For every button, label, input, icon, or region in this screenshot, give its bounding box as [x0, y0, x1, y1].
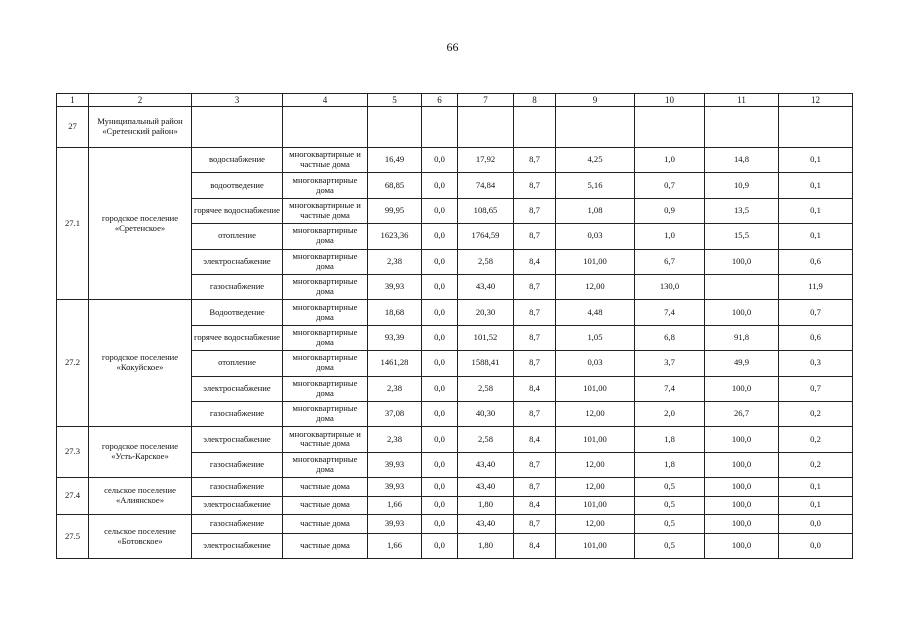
value-cell-c8: 8,4 [514, 427, 556, 452]
value-cell-c6: 0,0 [422, 376, 458, 401]
value-cell-c5: 39,93 [368, 452, 422, 477]
settlement-name: сельское поселение «Алиянское» [89, 478, 192, 515]
value-cell-c8: 8,7 [514, 173, 556, 198]
value-cell-c12: 0,0 [779, 533, 853, 558]
value-cell-c6: 0,0 [422, 452, 458, 477]
empty-cell [422, 107, 458, 148]
value-cell-c6: 0,0 [422, 300, 458, 325]
value-cell-c5: 2,38 [368, 249, 422, 274]
column-header: 6 [422, 94, 458, 107]
empty-cell [368, 107, 422, 148]
value-cell-c6: 0,0 [422, 478, 458, 497]
value-cell-c7: 43,40 [458, 274, 514, 299]
building-type-cell: многоквартирные дома [283, 376, 368, 401]
value-cell-c7: 17,92 [458, 148, 514, 173]
service-cell: Водоотведение [192, 300, 283, 325]
value-cell-c7: 2,58 [458, 427, 514, 452]
value-cell-c10: 6,7 [635, 249, 705, 274]
value-cell-c11 [705, 274, 779, 299]
column-header: 7 [458, 94, 514, 107]
value-cell-c6: 0,0 [422, 173, 458, 198]
value-cell-c11: 100,0 [705, 452, 779, 477]
value-cell-c9: 12,00 [556, 515, 635, 534]
value-cell-c7: 1588,41 [458, 351, 514, 376]
value-cell-c12: 0,2 [779, 452, 853, 477]
tariff-table [56, 93, 853, 559]
empty-cell [514, 107, 556, 148]
value-cell-c8: 8,7 [514, 198, 556, 223]
value-cell-c11: 100,0 [705, 300, 779, 325]
value-cell-c11: 26,7 [705, 401, 779, 426]
value-cell-c12: 0,1 [779, 496, 853, 515]
value-cell-c9: 12,00 [556, 274, 635, 299]
column-header: 8 [514, 94, 556, 107]
settlement-id: 27.5 [57, 515, 89, 559]
value-cell-c11: 13,5 [705, 198, 779, 223]
value-cell-c8: 8,7 [514, 224, 556, 249]
value-cell-c9: 0,03 [556, 351, 635, 376]
building-type-cell: многоквартирные и частные дома [283, 427, 368, 452]
value-cell-c10: 7,4 [635, 376, 705, 401]
service-cell: электроснабжение [192, 496, 283, 515]
column-header: 9 [556, 94, 635, 107]
value-cell-c5: 1461,28 [368, 351, 422, 376]
value-cell-c10: 130,0 [635, 274, 705, 299]
table-row [57, 427, 853, 452]
settlement-name: городское поселение «Сретенское» [89, 148, 192, 300]
service-cell: газоснабжение [192, 478, 283, 497]
value-cell-c9: 101,00 [556, 496, 635, 515]
building-type-cell: многоквартирные дома [283, 452, 368, 477]
value-cell-c5: 93,39 [368, 325, 422, 350]
settlement-name: сельское поселение «Ботовское» [89, 515, 192, 559]
table-row [57, 478, 853, 497]
table-row [57, 515, 853, 534]
value-cell-c12: 0,0 [779, 515, 853, 534]
value-cell-c8: 8,7 [514, 515, 556, 534]
value-cell-c12: 0,2 [779, 427, 853, 452]
value-cell-c8: 8,4 [514, 376, 556, 401]
value-cell-c9: 12,00 [556, 478, 635, 497]
value-cell-c12: 0,7 [779, 376, 853, 401]
value-cell-c10: 0,5 [635, 515, 705, 534]
building-type-cell: многоквартирные и частные дома [283, 148, 368, 173]
page-number: 66 [446, 40, 459, 54]
value-cell-c12: 0,1 [779, 198, 853, 223]
value-cell-c9: 1,08 [556, 198, 635, 223]
value-cell-c10: 1,8 [635, 427, 705, 452]
building-type-cell: многоквартирные дома [283, 224, 368, 249]
value-cell-c10: 0,7 [635, 173, 705, 198]
value-cell-c10: 0,9 [635, 198, 705, 223]
value-cell-c6: 0,0 [422, 224, 458, 249]
value-cell-c7: 43,40 [458, 452, 514, 477]
value-cell-c7: 20,30 [458, 300, 514, 325]
settlement-id: 27.2 [57, 300, 89, 427]
value-cell-c10: 2,0 [635, 401, 705, 426]
column-header: 10 [635, 94, 705, 107]
value-cell-c12: 11,9 [779, 274, 853, 299]
value-cell-c6: 0,0 [422, 515, 458, 534]
settlement-name: городское поселение «Усть-Карское» [89, 427, 192, 478]
value-cell-c7: 2,58 [458, 376, 514, 401]
value-cell-c12: 0,1 [779, 148, 853, 173]
value-cell-c6: 0,0 [422, 198, 458, 223]
value-cell-c11: 49,9 [705, 351, 779, 376]
value-cell-c10: 1,8 [635, 452, 705, 477]
column-header: 5 [368, 94, 422, 107]
value-cell-c8: 8,7 [514, 274, 556, 299]
service-cell: отопление [192, 351, 283, 376]
value-cell-c6: 0,0 [422, 249, 458, 274]
value-cell-c7: 2,58 [458, 249, 514, 274]
value-cell-c6: 0,0 [422, 401, 458, 426]
table-row [57, 300, 853, 325]
value-cell-c9: 1,05 [556, 325, 635, 350]
value-cell-c10: 0,5 [635, 478, 705, 497]
value-cell-c12: 0,6 [779, 325, 853, 350]
value-cell-c6: 0,0 [422, 533, 458, 558]
building-type-cell: многоквартирные и частные дома [283, 198, 368, 223]
value-cell-c6: 0,0 [422, 148, 458, 173]
value-cell-c7: 43,40 [458, 478, 514, 497]
column-header: 11 [705, 94, 779, 107]
settlement-id: 27.4 [57, 478, 89, 515]
value-cell-c11: 100,0 [705, 376, 779, 401]
service-cell: электроснабжение [192, 427, 283, 452]
region-id: 27 [57, 107, 89, 148]
column-header: 2 [89, 94, 192, 107]
value-cell-c5: 1,66 [368, 496, 422, 515]
value-cell-c10: 1,0 [635, 224, 705, 249]
service-cell: водоснабжение [192, 148, 283, 173]
building-type-cell: многоквартирные дома [283, 325, 368, 350]
value-cell-c9: 12,00 [556, 452, 635, 477]
value-cell-c7: 108,65 [458, 198, 514, 223]
column-header: 3 [192, 94, 283, 107]
value-cell-c12: 0,1 [779, 173, 853, 198]
value-cell-c8: 8,4 [514, 496, 556, 515]
value-cell-c12: 0,7 [779, 300, 853, 325]
empty-cell [556, 107, 635, 148]
value-cell-c9: 5,16 [556, 173, 635, 198]
empty-cell [779, 107, 853, 148]
value-cell-c11: 14,8 [705, 148, 779, 173]
value-cell-c7: 40,30 [458, 401, 514, 426]
building-type-cell: многоквартирные дома [283, 401, 368, 426]
value-cell-c9: 4,25 [556, 148, 635, 173]
building-type-cell: частные дома [283, 533, 368, 558]
building-type-cell: многоквартирные дома [283, 274, 368, 299]
value-cell-c5: 39,93 [368, 478, 422, 497]
value-cell-c7: 74,84 [458, 173, 514, 198]
value-cell-c10: 7,4 [635, 300, 705, 325]
region-row [57, 107, 853, 148]
table-row [57, 148, 853, 173]
settlement-id: 27.1 [57, 148, 89, 300]
value-cell-c6: 0,0 [422, 325, 458, 350]
service-cell: горячее водоснабжение [192, 325, 283, 350]
value-cell-c11: 100,0 [705, 533, 779, 558]
value-cell-c5: 39,93 [368, 515, 422, 534]
value-cell-c11: 15,5 [705, 224, 779, 249]
value-cell-c6: 0,0 [422, 427, 458, 452]
value-cell-c9: 101,00 [556, 376, 635, 401]
value-cell-c7: 101,52 [458, 325, 514, 350]
value-cell-c11: 100,0 [705, 249, 779, 274]
value-cell-c10: 1,0 [635, 148, 705, 173]
service-cell: электроснабжение [192, 376, 283, 401]
value-cell-c9: 101,00 [556, 427, 635, 452]
value-cell-c5: 99,95 [368, 198, 422, 223]
service-cell: газоснабжение [192, 452, 283, 477]
value-cell-c12: 0,6 [779, 249, 853, 274]
settlement-id: 27.3 [57, 427, 89, 478]
value-cell-c5: 37,08 [368, 401, 422, 426]
building-type-cell: многоквартирные дома [283, 173, 368, 198]
service-cell: отопление [192, 224, 283, 249]
column-header: 1 [57, 94, 89, 107]
value-cell-c6: 0,0 [422, 351, 458, 376]
empty-cell [283, 107, 368, 148]
settlement-name: городское поселение «Кокуйское» [89, 300, 192, 427]
value-cell-c8: 8,7 [514, 300, 556, 325]
column-header: 4 [283, 94, 368, 107]
building-type-cell: многоквартирные дома [283, 351, 368, 376]
empty-cell [635, 107, 705, 148]
service-cell: электроснабжение [192, 249, 283, 274]
value-cell-c11: 100,0 [705, 478, 779, 497]
service-cell: газоснабжение [192, 515, 283, 534]
value-cell-c7: 1,80 [458, 496, 514, 515]
value-cell-c7: 1,80 [458, 533, 514, 558]
empty-cell [705, 107, 779, 148]
value-cell-c12: 0,2 [779, 401, 853, 426]
building-type-cell: многоквартирные дома [283, 300, 368, 325]
value-cell-c6: 0,0 [422, 496, 458, 515]
value-cell-c10: 0,5 [635, 496, 705, 515]
empty-cell [192, 107, 283, 148]
value-cell-c11: 100,0 [705, 496, 779, 515]
column-number-row [57, 94, 853, 107]
value-cell-c10: 0,5 [635, 533, 705, 558]
service-cell: водоотведение [192, 173, 283, 198]
service-cell: газоснабжение [192, 274, 283, 299]
service-cell: горячее водоснабжение [192, 198, 283, 223]
value-cell-c5: 1623,36 [368, 224, 422, 249]
value-cell-c8: 8,4 [514, 533, 556, 558]
value-cell-c8: 8,7 [514, 325, 556, 350]
column-header: 12 [779, 94, 853, 107]
value-cell-c11: 100,0 [705, 515, 779, 534]
building-type-cell: многоквартирные дома [283, 249, 368, 274]
value-cell-c11: 91,8 [705, 325, 779, 350]
value-cell-c5: 2,38 [368, 427, 422, 452]
value-cell-c8: 8,7 [514, 452, 556, 477]
value-cell-c11: 100,0 [705, 427, 779, 452]
value-cell-c10: 6,8 [635, 325, 705, 350]
value-cell-c12: 0,1 [779, 224, 853, 249]
value-cell-c5: 18,68 [368, 300, 422, 325]
value-cell-c8: 8,7 [514, 401, 556, 426]
service-cell: электроснабжение [192, 533, 283, 558]
value-cell-c10: 3,7 [635, 351, 705, 376]
value-cell-c5: 39,93 [368, 274, 422, 299]
value-cell-c12: 0,1 [779, 478, 853, 497]
value-cell-c8: 8,7 [514, 148, 556, 173]
building-type-cell: частные дома [283, 515, 368, 534]
value-cell-c8: 8,7 [514, 478, 556, 497]
service-cell: газоснабжение [192, 401, 283, 426]
value-cell-c5: 16,49 [368, 148, 422, 173]
value-cell-c5: 68,85 [368, 173, 422, 198]
value-cell-c5: 2,38 [368, 376, 422, 401]
value-cell-c12: 0,3 [779, 351, 853, 376]
value-cell-c9: 12,00 [556, 401, 635, 426]
value-cell-c9: 0,03 [556, 224, 635, 249]
value-cell-c7: 43,40 [458, 515, 514, 534]
value-cell-c9: 4,48 [556, 300, 635, 325]
building-type-cell: частные дома [283, 496, 368, 515]
value-cell-c8: 8,4 [514, 249, 556, 274]
value-cell-c6: 0,0 [422, 274, 458, 299]
value-cell-c5: 1,66 [368, 533, 422, 558]
region-name: Муниципальный район «Сретенский район» [89, 107, 192, 148]
value-cell-c7: 1764,59 [458, 224, 514, 249]
building-type-cell: частные дома [283, 478, 368, 497]
value-cell-c9: 101,00 [556, 533, 635, 558]
empty-cell [458, 107, 514, 148]
value-cell-c9: 101,00 [556, 249, 635, 274]
value-cell-c11: 10,9 [705, 173, 779, 198]
value-cell-c8: 8,7 [514, 351, 556, 376]
